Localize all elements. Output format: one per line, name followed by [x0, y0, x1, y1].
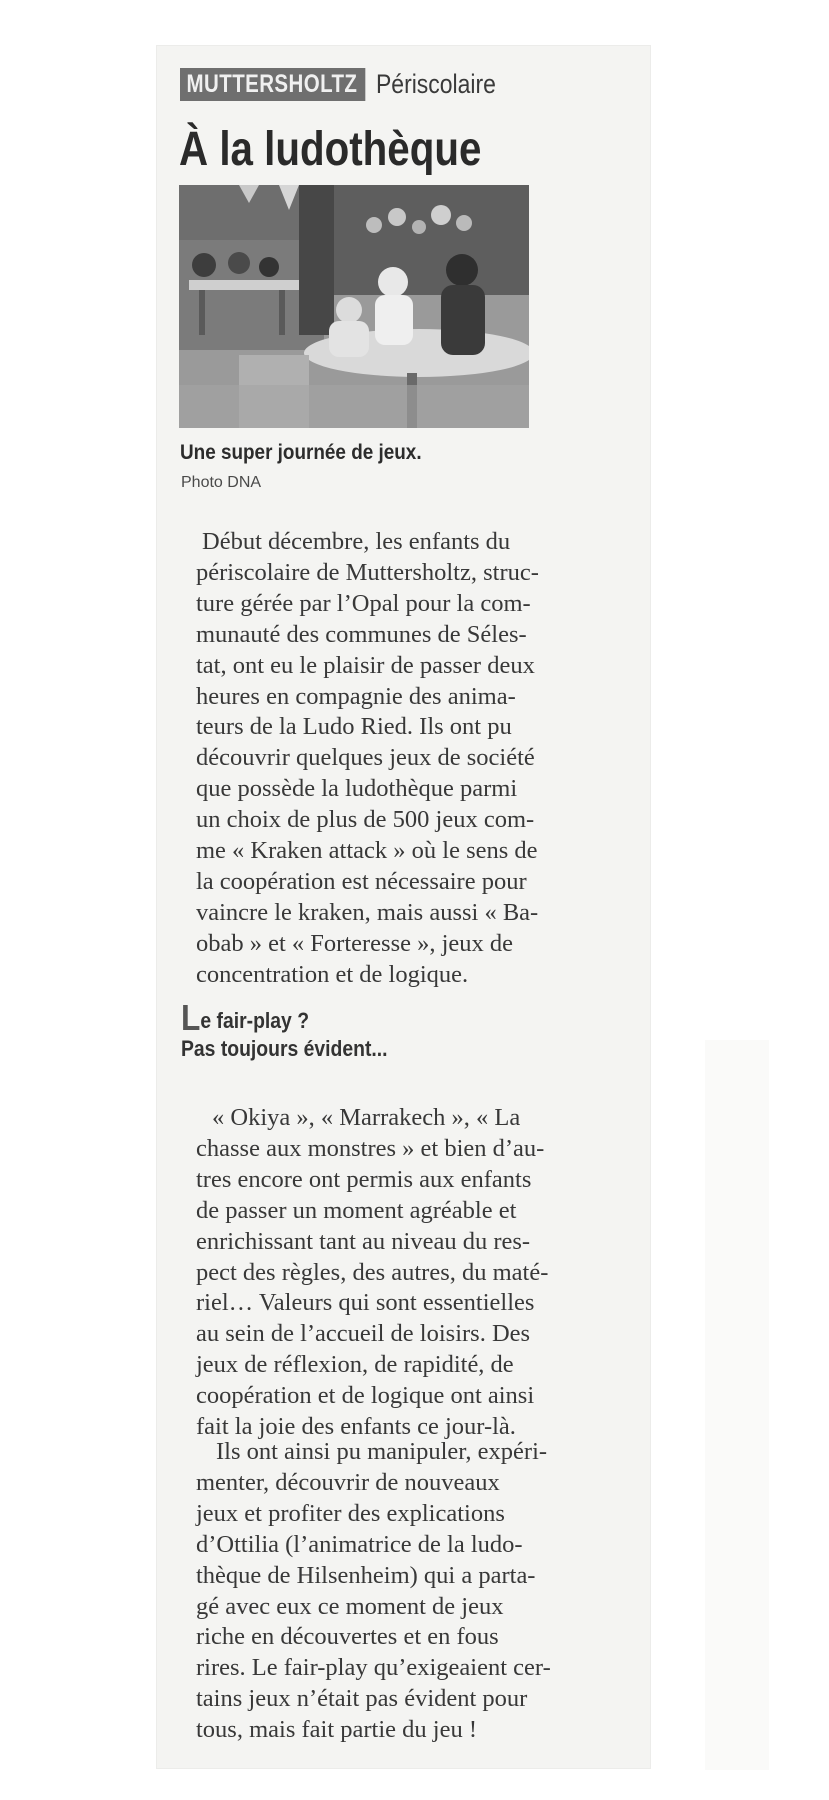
text-line: Ils ont ainsi pu manipuler, expéri- — [216, 1438, 548, 1465]
text-line: coopération et de logique ont ainsi — [196, 1382, 535, 1410]
paragraph-conclusion — [196, 1437, 551, 1746]
clipping-paper-edge — [705, 1040, 769, 1770]
text-line: Début décembre, les enfants du — [202, 528, 511, 555]
paragraph-intro — [196, 527, 539, 991]
article-photo — [179, 185, 529, 428]
headline: À la ludothèque — [179, 123, 482, 176]
text-line: découvrir quelques jeux de société — [196, 744, 535, 772]
text-line: thèque de Hilsenheim) qui a parta- — [196, 1561, 536, 1589]
text-line: gé avec eux ce moment de jeux — [196, 1592, 504, 1620]
text-line: tres encore ont permis aux enfants — [196, 1165, 532, 1193]
subheading-text: e fair-play ? — [200, 1008, 310, 1033]
text-line: un choix de plus de 500 jeux com- — [196, 806, 535, 834]
text-line: heures en compagnie des anima- — [196, 682, 516, 710]
text-line: me « Kraken attack » où le sens de — [196, 837, 538, 865]
section-tag: MUTTERSHOLTZ — [180, 68, 366, 101]
text-line: ture gérée par l’Opal pour la com- — [196, 589, 531, 617]
text-line: jeux de réflexion, de rapidité, de — [196, 1351, 514, 1379]
photo-credit: Photo DNA — [181, 474, 262, 491]
text-line: rires. Le fair-play qu’exigeaient cer- — [196, 1654, 551, 1682]
text-line: menter, découvrir de nouveaux — [196, 1468, 500, 1496]
subheading-line-1 — [181, 997, 388, 1038]
text-line: jeux et profiter des explications — [196, 1499, 505, 1527]
text-line: au sein de l’accueil de loisirs. Des — [196, 1320, 531, 1348]
text-line: tains jeux n’était pas évident pour — [196, 1685, 528, 1713]
text-line: obab » et « Forteresse », jeux de — [196, 929, 514, 957]
text-line: pect des règles, des autres, du maté- — [196, 1258, 549, 1286]
text-line: « Okiya », « Marrakech », « La — [212, 1104, 521, 1131]
text-line: de passer un moment agréable et — [196, 1196, 517, 1224]
text-line: que possède la ludothèque parmi — [196, 775, 518, 803]
text-line: d’Ottilia (l’animatrice de la ludo- — [196, 1530, 523, 1558]
text-line: riche en découvertes et en fous — [196, 1623, 499, 1651]
text-line: chasse aux monstres » et bien d’au- — [196, 1134, 545, 1162]
text-line: riel… Valeurs qui sont essentielles — [196, 1289, 535, 1317]
text-line: teurs de la Ludo Ried. Ils ont pu — [196, 713, 512, 741]
subheading-dropcap: L — [181, 997, 201, 1038]
text-line: périscolaire de Muttersholtz, struc- — [196, 558, 539, 586]
text-line: enrichissant tant au niveau du res- — [196, 1227, 531, 1255]
paragraph-games — [196, 1103, 548, 1443]
photo-caption: Une super journée de jeux. — [180, 441, 422, 464]
section-kicker — [180, 68, 517, 101]
text-line: la coopération est nécessaire pour — [196, 867, 527, 895]
subheading-line-2: Pas toujours évident... — [181, 1036, 388, 1061]
text-line: tat, ont eu le plaisir de passer deux — [196, 651, 535, 679]
text-line: tous, mais fait partie du jeu ! — [196, 1716, 477, 1744]
text-line: munauté des communes de Séles- — [196, 620, 527, 648]
section-label: Périscolaire — [376, 69, 497, 99]
text-line: fait la joie des enfants ce jour-là. — [196, 1413, 516, 1441]
subheading — [181, 997, 388, 1064]
text-line: vaincre le kraken, mais aussi « Ba- — [196, 898, 539, 926]
text-line: concentration et de logique. — [196, 960, 469, 988]
photo-illustration — [179, 185, 529, 428]
